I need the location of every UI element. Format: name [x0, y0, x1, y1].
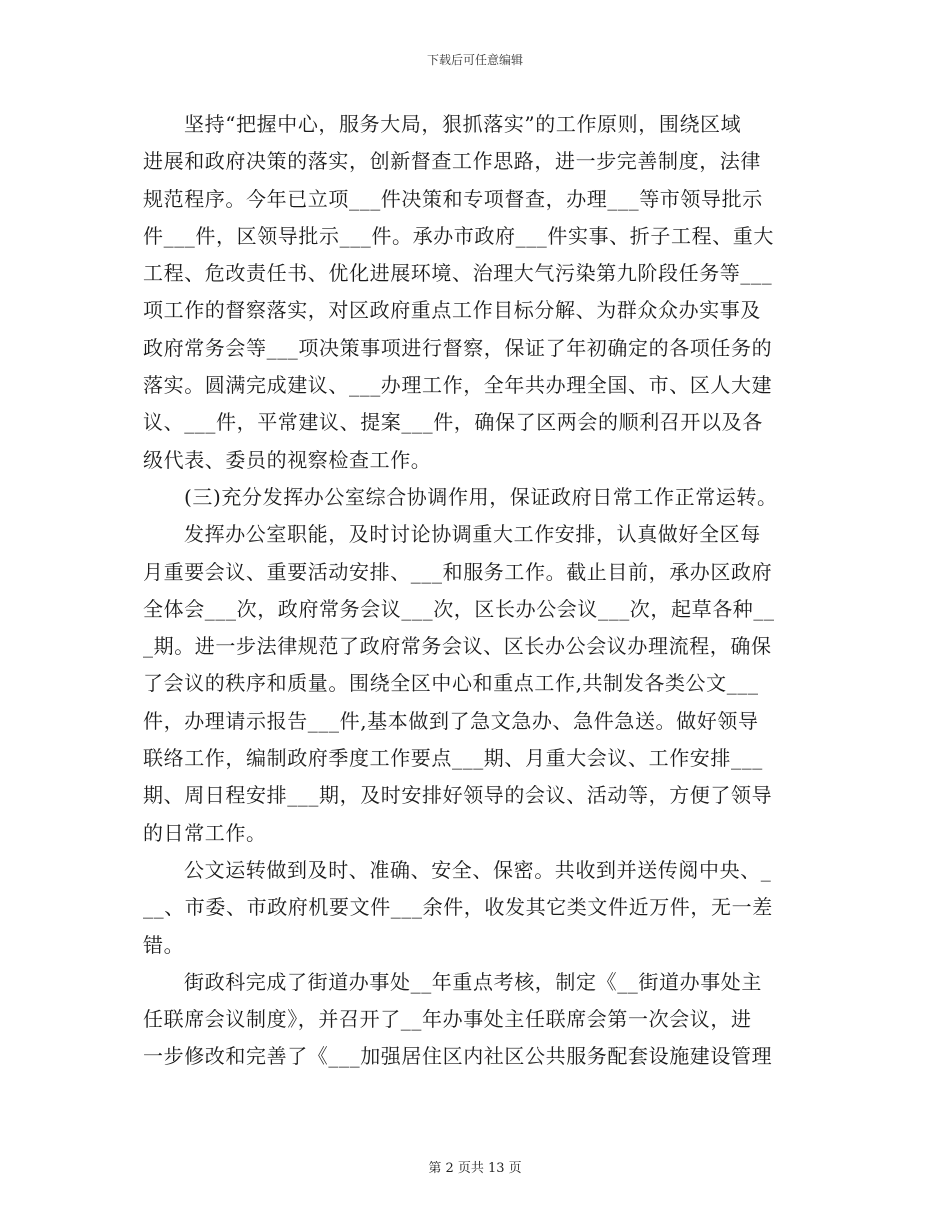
text-line: 项工作的督察落实，对区政府重点工作目标分解、为群众众办实事及: [143, 298, 761, 323]
text-line: 月重要会议、重要活动安排、___和服务工作。截止目前，承办区政府: [143, 559, 773, 584]
text-line: 进展和政府决策的落实，创新督查工作思路，进一步完善制度，法律: [143, 149, 761, 174]
text-line: 议、___件，平常建议、提案___件，确保了区两会的顺利召开以及各: [143, 410, 763, 435]
text-line: 任联席会议制度》，并召开了__年办事处主任联席会第一次会议，进: [143, 1007, 752, 1032]
text-line: 件，办理请示报告___件,基本做到了急文急办、急件急送。做好领导: [143, 708, 759, 733]
text-line: 公文运转做到及时、准确、安全、保密。共收到并送传阅中央、_: [184, 857, 772, 882]
text-line: 全体会___次，政府常务会议___次，区长办公会议___次，起草各种__: [143, 596, 775, 621]
text-line: 规范程序。今年已立项___件决策和专项督查，办理___等市领导批示: [143, 186, 763, 211]
text-line: 期、周日程安排___期，及时安排好领导的会议、活动等，方便了领导: [143, 783, 773, 808]
text-line: 工程、危改责任书、优化进展环境、治理大气污染第九阶段任务等___: [143, 261, 773, 286]
text-line: (三)充分发挥办公室综合协调作用，保证政府日常工作正常运转。: [184, 484, 778, 509]
text-line: __、市委、市政府机要文件___余件，收发其它类文件近万件，无一差: [143, 895, 773, 920]
text-line: 坚持“把握中心，服务大局，狠抓落实”的工作原则，围绕区域: [184, 112, 742, 136]
text-line: 件___件，区领导批示___件。承办市政府___件实事、折子工程、重大: [143, 223, 774, 248]
text-line: 的日常工作。: [143, 820, 267, 845]
text-line: 政府常务会等___项决策事项进行督察，保证了年初确定的各项任务的: [143, 335, 773, 360]
text-line: 街政科完成了街道办事处__年重点考核，制定《__街道办事处主: [184, 969, 762, 994]
text-line: 发挥办公室职能，及时讨论协调重大工作安排，认真做好全区每: [184, 522, 761, 547]
text-line: 一步修改和完善了《___加强居住区内社区公共服务配套设施建设管理: [143, 1044, 773, 1069]
text-line: 级代表、委员的视察检查工作。: [143, 447, 432, 472]
text-line: 联络工作，编制政府季度工作要点___期、月重大会议、工作安排___: [143, 746, 763, 771]
text-line: 了会议的秩序和质量。围绕全区中心和重点工作,共制发各类公文___: [143, 671, 759, 696]
text-line: 错。: [143, 932, 185, 957]
document-body: [143, 106, 807, 1076]
text-line: _期。进一步法律规范了政府常务会议、区长办公会议办理流程，确保: [143, 634, 772, 659]
page-footer: 第 2 页共 13 页: [428, 1161, 522, 1176]
page-header: 下载后可任意编辑: [426, 53, 523, 67]
text-line: 落实。圆满完成建议、___办理工作，全年共办理全国、市、区人大建: [143, 373, 773, 398]
